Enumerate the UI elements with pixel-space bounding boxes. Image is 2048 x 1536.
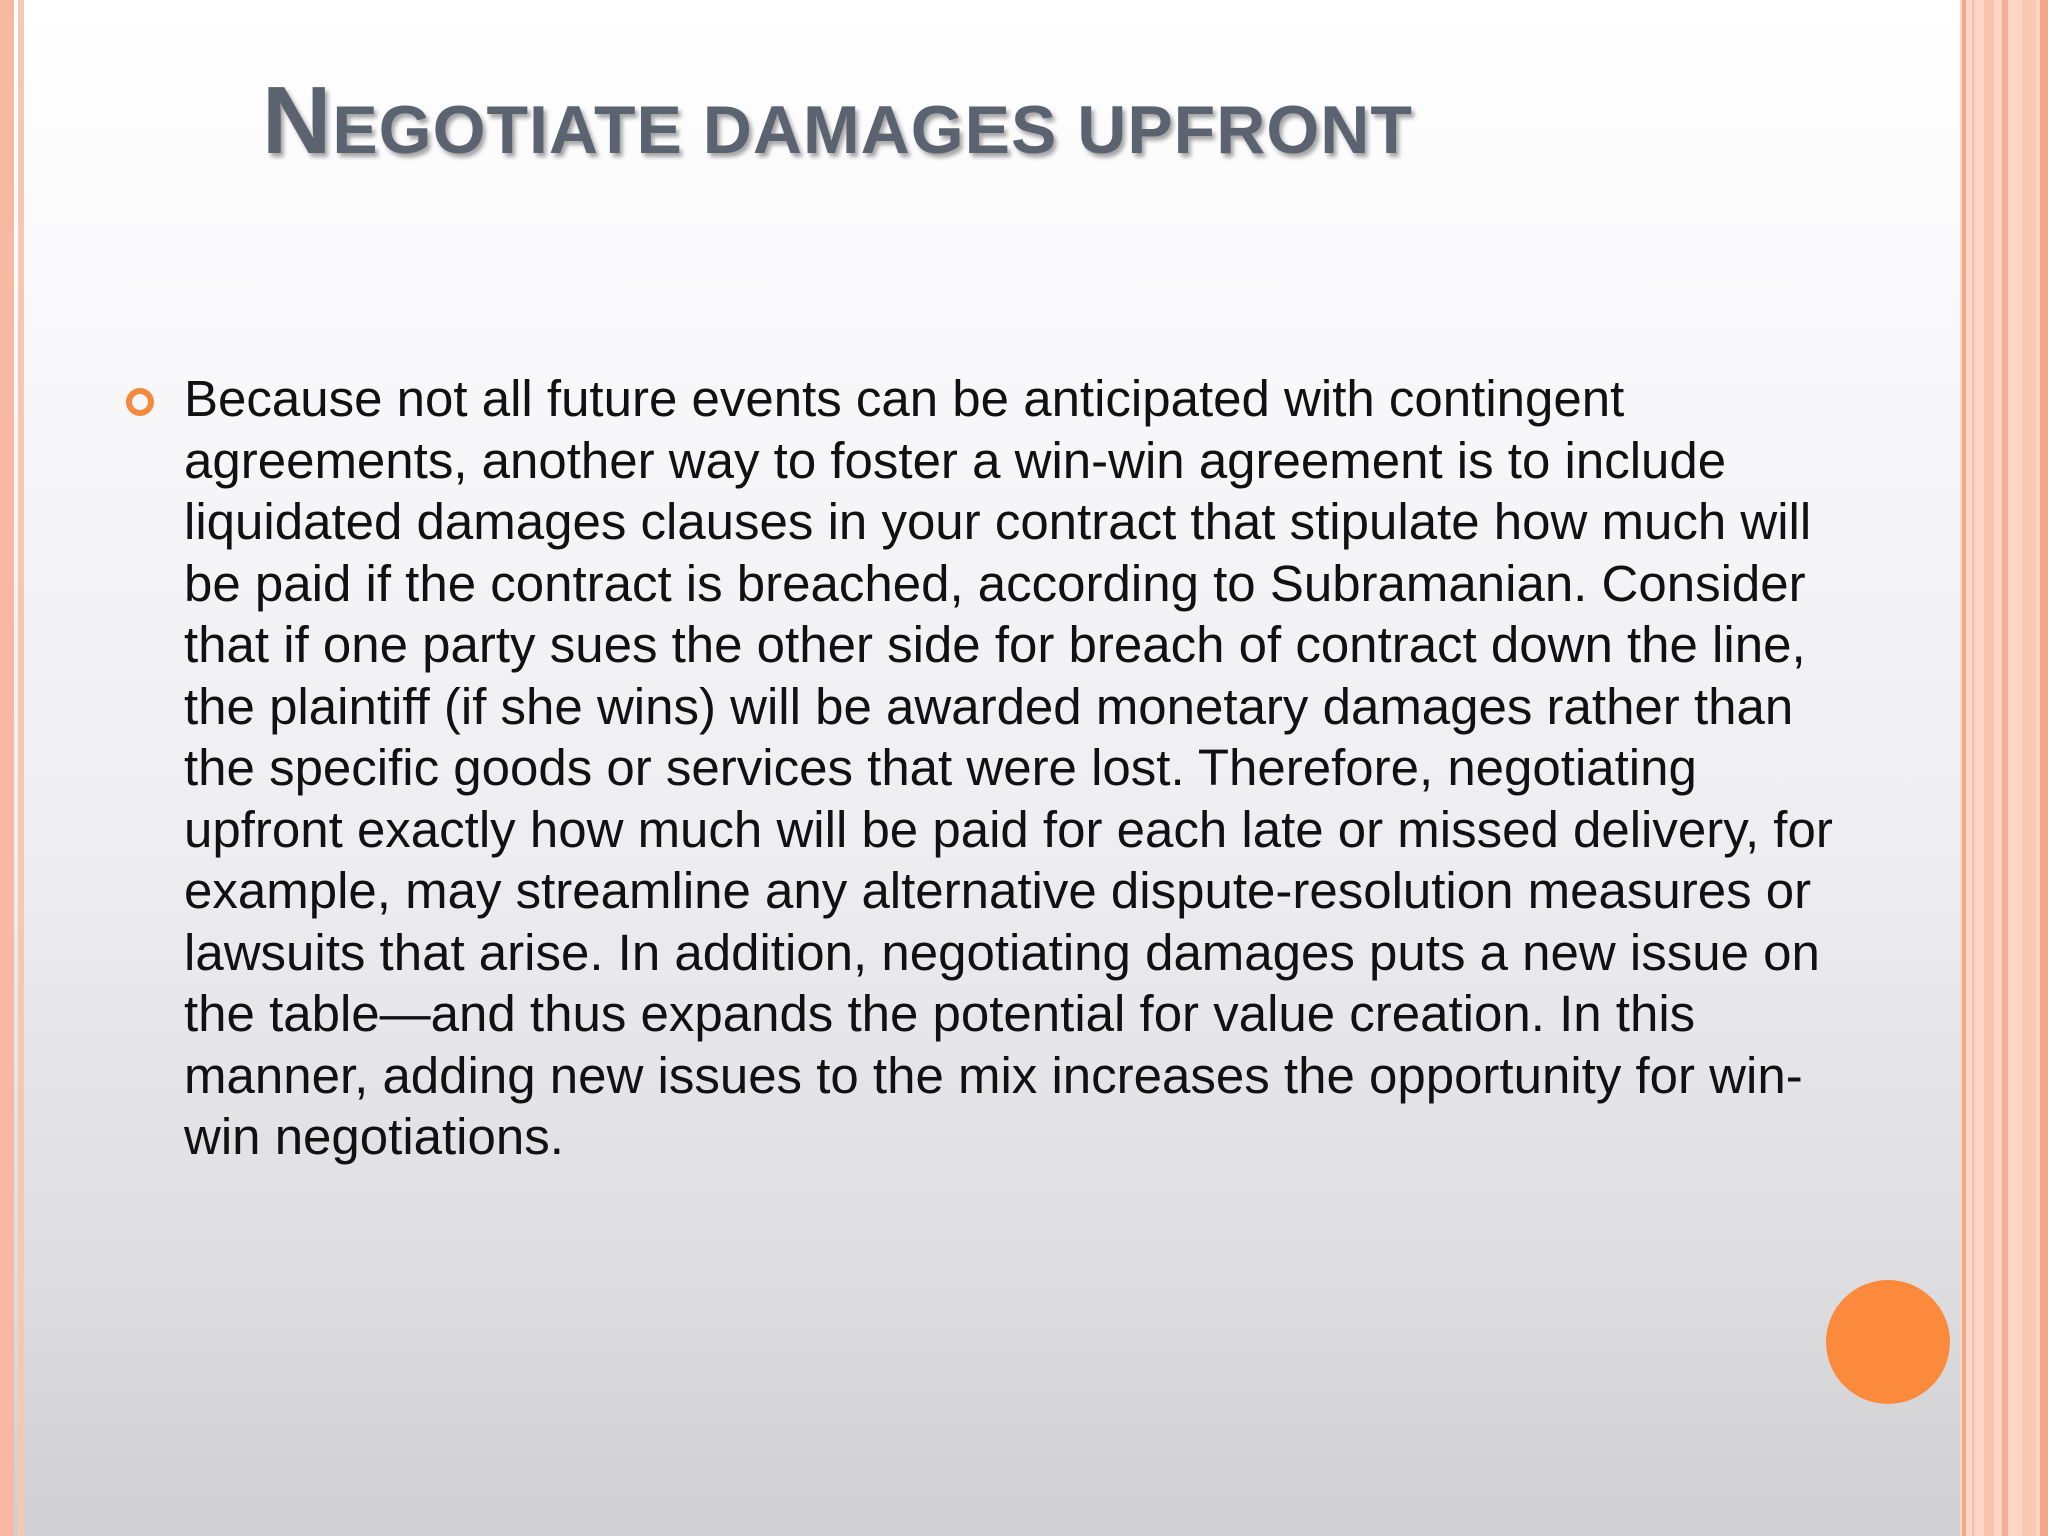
left-decorative-stripe-thin [18,0,24,1536]
right-decorative-line [2022,0,2036,1536]
slide-title-initial: N [262,67,333,174]
right-decorative-line [1962,0,1966,1536]
right-decorative-line [1984,0,1994,1536]
slide-title-rest: EGOTIATE DAMAGES UPFRONT [332,92,1413,168]
right-decorative-line [2002,0,2008,1536]
right-decorative-line [1972,0,1974,1536]
left-decorative-stripe [0,0,14,1536]
bullet-text: Because not all future events can be anticipated with contingent agreements, another way to foster a win-win agreement is to include liquidated damages clauses in your contract that stipulate how much will be paid if the contract is breached, according to Subramanian. Consider that if one party sues the other side for breach of contract down the line, the plaintiff (if she wins) will be awarded monetary damages rather than the specific goods or services that were lost. Therefore, negotiating upfront exactly how much will be paid for each late or missed delivery, for example, may streamline any alternative dispute-resolution measures or lawsuits that arise. In addition, negotiating damages puts a new issue on the table—and thus expands the potential for value creation. In this manner, adding new issues to the mix increases the opportunity for win-win negotiations. [184,370,1833,1165]
slide-title [262,66,1742,176]
right-decorative-line [2040,0,2048,1536]
ring-bullet-icon [126,388,154,416]
orange-circle-icon [1826,1280,1950,1404]
